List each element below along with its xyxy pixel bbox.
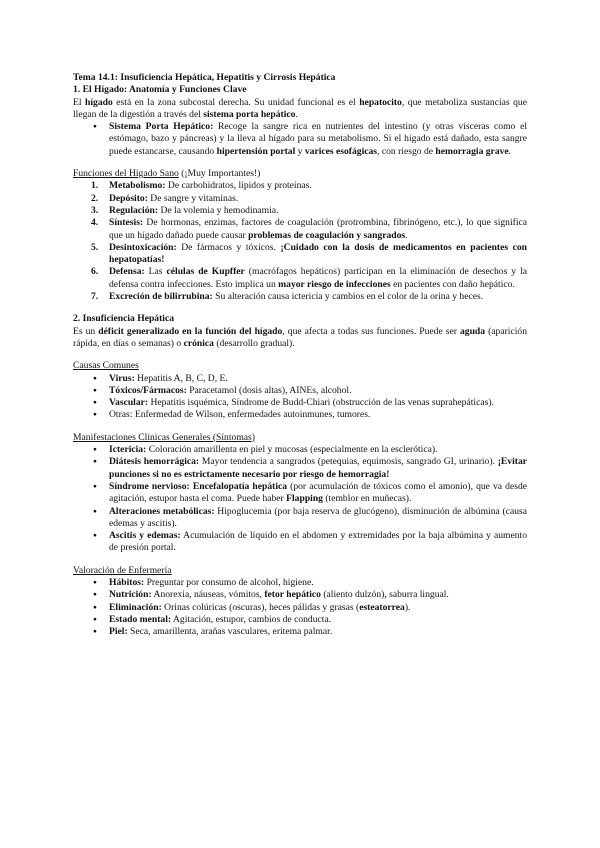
list-item <box>73 205 527 217</box>
bold-text: Nutrición: <box>109 589 152 601</box>
text-run: De sangre y vitaminas. <box>147 192 239 204</box>
list-item <box>73 530 527 555</box>
text-run: Recoge la sangre rica en nutrientes del intestino (y otras vísceras como el estómago, bazo y páncreas) y la lleva al hígado para su metabolismo. Si el hígado está dañado, esta sangre puede estancarse, causando <box>109 121 527 157</box>
text-run: De la volemia y hemodinamia. <box>158 204 279 216</box>
functions-heading <box>73 168 527 180</box>
bold-text: Ascitis y edemas: <box>109 530 181 542</box>
text-run: (por acumulación de tóxicos como el amonio), que va desde agitación, estupor hasta el coma. Puede haber <box>109 480 527 505</box>
text-run: Paracetamol (dosis altas), AINEs, alcohol. <box>186 384 352 396</box>
text-run: . <box>405 229 408 241</box>
text-run: Es un <box>73 325 99 337</box>
list-item <box>73 373 527 385</box>
text-run: Hepatitis A, B, C, D, E. <box>134 372 228 384</box>
text-run: De fármacos y tóxicos. <box>176 241 281 253</box>
list-item <box>73 193 527 205</box>
bold-text: Síntesis: <box>109 217 144 229</box>
bold-text: Alteraciones metabólicas: <box>109 505 215 517</box>
bold-text: Eliminación: <box>109 601 162 613</box>
text-run: , que afecta a todas sus funciones. Puede ser <box>282 325 460 337</box>
bold-text: Depósito: <box>109 192 148 204</box>
text-run: (aparición rápida, en días o semanas) o <box>73 325 527 349</box>
portal-system-bullet <box>73 121 527 158</box>
bold-text: Síndrome nervioso: <box>109 480 190 492</box>
list-number: 3. <box>91 204 99 216</box>
list-item <box>73 266 527 291</box>
bold-text: Defensa: <box>109 266 145 278</box>
list-number: 5. <box>91 241 99 253</box>
list-item <box>73 180 527 192</box>
text-run: Hepatitis isquémica, Síndrome de Budd-Chiari (obstrucción de las venas suprahepáticas). <box>148 397 494 409</box>
text-run: está en la zona subcostal derecha. Su unidad funcional es el <box>112 96 360 108</box>
bold-text: Excreción de bilirrubina: <box>109 291 213 303</box>
text-run: El <box>73 96 86 108</box>
bold-text: Diátesis hemorrágica: <box>109 456 200 468</box>
bold-text: ¡Cuidado con la dosis de medicamentos en pacientes con hepatopatías! <box>109 241 527 266</box>
list-number: 1. <box>91 180 99 192</box>
list-item <box>73 577 527 589</box>
text-run: De hormonas, enzimas, factores de coagulación (protrombina, fibrinógeno, etc.), lo que significa que un hígado dañado puede causar <box>109 217 527 241</box>
list-item <box>73 506 527 531</box>
text-run: Mayor tendencia a sangrados (petequias, equimosis, sangrado GI, urinario). <box>199 456 498 468</box>
text-run: Agitación, estupor, cambios de conducta. <box>171 613 332 625</box>
list-item <box>73 481 527 506</box>
text-run: Acumulación de líquido en el abdomen y extremidades por la baja albúmina y aumento de presión portal. <box>109 530 527 554</box>
bold-text: déficit generalizado en la función del hígado <box>98 325 283 337</box>
text-run: (aliento dulzón), saburra lingual. <box>320 589 449 601</box>
text-run: (macrófagos hepáticos) participan en la eliminación de desechos y la defensa contra infecciones. Esto implica un <box>109 266 527 290</box>
bold-text: Vascular: <box>109 397 149 409</box>
text-run: , que metaboliza sustancias que llegan de la digestión a través del <box>73 96 527 120</box>
bold-text: Virus: <box>109 372 135 384</box>
list-item <box>73 242 527 267</box>
portal-system-list <box>73 121 527 158</box>
functions-title: Funciones del Hígado Sano <box>73 168 179 180</box>
bold-text: Estado mental: <box>109 613 172 625</box>
text-run: , con riesgo de <box>377 145 436 157</box>
text-run: Hipoglucemia (por baja reserva de glucógeno), disminución de albúmina (causa edemas y ascitis). <box>109 505 527 529</box>
bold-text: hepatocito <box>359 96 402 108</box>
bold-text: hipertensión portal <box>216 145 296 157</box>
text-run: Otras: <box>109 409 133 421</box>
nursing-list <box>73 577 527 638</box>
bold-text: hígado <box>85 96 113 108</box>
bold-text: crónica <box>183 337 214 349</box>
list-item <box>73 589 527 601</box>
text-run: Las <box>144 266 167 278</box>
bold-text: hemorragia grave <box>435 145 509 157</box>
bold-text: Hábitos: <box>109 576 145 588</box>
text-run: Orinas colúricas (oscuras), heces pálidas y grasas ( <box>161 601 360 613</box>
text-run: Anorexia, náuseas, vómitos, <box>151 589 265 601</box>
manifestations-title: Manifestaciones Clínicas Generales (Síntomas) <box>73 431 255 443</box>
list-item <box>73 626 527 638</box>
functions-note: (¡Muy Importantes!) <box>178 168 261 180</box>
text-run: Enfermedad de Wilson, enfermedades autoinmunes, tumores. <box>132 409 371 421</box>
bold-text: esteatorrea <box>359 601 405 613</box>
document-title: Tema 14.1: Insuficiencia Hepática, Hepatitis y Cirrosis Hepática <box>73 72 336 83</box>
text-run: . <box>508 145 512 157</box>
text-run: Coloración amarillenta en piel y mucosas (especialmente en la esclerótica). <box>146 444 438 456</box>
list-item <box>73 217 527 242</box>
section-2-intro <box>73 326 527 351</box>
text-run: y <box>295 145 305 157</box>
text-run: (desarrollo gradual). <box>213 337 295 349</box>
causes-title: Causas Comunes <box>73 360 139 372</box>
list-number: 4. <box>91 217 99 229</box>
nursing-title: Valoración de Enfermería <box>73 564 172 576</box>
list-item <box>73 444 527 456</box>
text-run: (temblor en muñecas). <box>322 493 412 505</box>
list-item <box>73 602 527 614</box>
bold-text: Regulación: <box>109 204 159 216</box>
bold-text: ¡Evitar punciones si no es estrictamente necesario por riesgo de hemorragia! <box>109 456 527 480</box>
list-item <box>73 397 527 409</box>
bold-text: Desintoxicación: <box>109 241 177 253</box>
bold-text: Tóxicos/Fármacos: <box>109 384 187 396</box>
text-run: De carbohidratos, lípidos y proteínas. <box>165 180 312 192</box>
functions-list <box>73 180 527 303</box>
bold-text: células de Kupffer <box>166 266 245 278</box>
bold-text: mayor riesgo de infecciones <box>278 278 391 290</box>
list-item <box>73 614 527 626</box>
bold-text: sistema porta hepático <box>203 108 296 120</box>
list-item <box>73 291 527 303</box>
bold-text: Ictericia: <box>109 444 147 456</box>
text-run: Seca, amarillenta, arañas vasculares, eritema palmar. <box>127 626 333 638</box>
bold-text: Sistema Porta Hepático: <box>109 121 214 133</box>
bold-text: varices esofágicas <box>304 145 378 157</box>
causes-list <box>73 373 527 422</box>
bold-text: problemas de coagulación y sangrados <box>248 229 406 241</box>
list-number: 6. <box>91 266 99 278</box>
list-number: 7. <box>91 291 99 303</box>
bold-text: aguda <box>460 325 486 337</box>
section-1-heading: 1. El Hígado: Anatomía y Funciones Clave <box>73 84 247 96</box>
text-run: ). <box>404 601 411 613</box>
bold-text: Piel: <box>109 626 128 638</box>
list-item <box>73 409 527 421</box>
bold-text: Flapping <box>286 493 323 505</box>
text-run: . <box>295 108 298 120</box>
text-run: Preguntar por consumo de alcohol, higiene. <box>144 576 314 588</box>
list-item <box>73 456 527 481</box>
list-item <box>73 385 527 397</box>
manifestations-list <box>73 444 527 555</box>
bold-text: Metabolismo: <box>109 180 166 192</box>
bold-text: fetor hepático <box>264 589 321 601</box>
text-run: Su alteración causa ictericia y cambios en el color de la orina y heces. <box>212 291 484 303</box>
section-2-heading: 2. Insuficiencia Hepática <box>73 313 174 325</box>
text-run: en pacientes con daño hepático. <box>390 278 515 290</box>
section-1-intro <box>73 97 527 122</box>
list-number: 2. <box>91 192 99 204</box>
bold-text: Encefalopatía hepática <box>192 480 288 492</box>
